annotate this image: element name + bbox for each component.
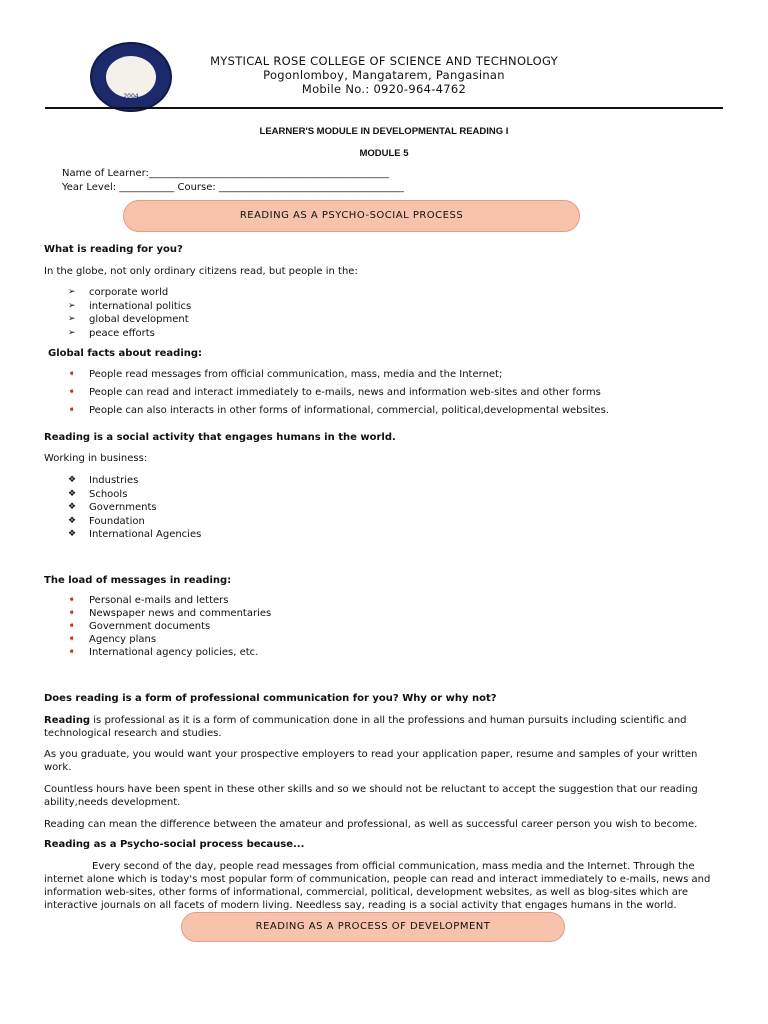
college-name: MYSTICAL ROSE COLLEGE OF SCIENCE AND TECHNOLOGY bbox=[210, 54, 558, 68]
list-item: ➢ global development bbox=[68, 314, 189, 325]
business-list bbox=[44, 474, 344, 542]
arrow-down-bullet-icon: ➧ bbox=[68, 595, 76, 605]
year-course-field: Year Level: ___________ Course: _____________________________________ bbox=[62, 182, 404, 193]
logo-year: 2004 bbox=[123, 93, 139, 100]
college-address: Pogonlomboy, Mangatarem, Pangasinan bbox=[263, 68, 505, 82]
list-item: ➧ Agency plans bbox=[68, 634, 157, 645]
list-item: ➢ international politics bbox=[68, 300, 192, 312]
list-item: ➧ International agency policies, etc. bbox=[68, 647, 259, 658]
list-item: ➢ corporate world bbox=[68, 287, 169, 298]
list-item: ➧ People can read and interact immediately to e-mails, news and information web-sites and other forms bbox=[68, 387, 601, 398]
list-item: ❖ Schools bbox=[68, 488, 128, 500]
arrow-down-bullet-icon: ➧ bbox=[68, 369, 76, 379]
list-item: ❖ International Agencies bbox=[68, 529, 202, 540]
section-banner-development: READING AS A PROCESS OF DEVELOPMENT bbox=[181, 912, 565, 942]
arrow-down-bullet-icon: ➧ bbox=[68, 634, 76, 644]
paragraph-reading-professional: Reading is professional as it is a form of communication done in all the professions and human pursuits including scientific and technological research and studies. bbox=[44, 715, 687, 739]
question-professional-communication: Does reading is a form of professional communication for you? Why or why not? bbox=[44, 693, 497, 704]
list-item: ➧ People can also interacts in other forms of informational, commercial, political,developmental websites. bbox=[68, 405, 609, 416]
working-in-business-label: Working in business: bbox=[44, 453, 148, 464]
list-item: ➧ People read messages from official communication, mass, media and the Internet; bbox=[68, 369, 503, 380]
header-divider bbox=[45, 107, 723, 109]
module-title: LEARNER'S MODULE IN DEVELOPMENTAL READING I bbox=[259, 126, 509, 137]
college-mobile: Mobile No.: 0920-964-4762 bbox=[301, 82, 467, 96]
people-list bbox=[44, 286, 344, 340]
section-banner-psychosocial: READING AS A PSYCHO-SOCIAL PROCESS bbox=[123, 200, 580, 232]
arrow-down-bullet-icon: ➧ bbox=[68, 621, 76, 631]
list-item: ❖ Governments bbox=[68, 502, 157, 513]
list-item: ❖ Industries bbox=[68, 475, 139, 486]
arrow-down-bullet-icon: ➧ bbox=[68, 608, 76, 618]
list-item: ➢ peace efforts bbox=[68, 327, 155, 339]
diamond-bullet-icon: ❖ bbox=[68, 529, 77, 539]
arrow-bullet-icon: ➢ bbox=[68, 314, 76, 324]
global-facts-heading: Global facts about reading: bbox=[48, 348, 203, 359]
load-list bbox=[44, 594, 444, 659]
diamond-bullet-icon: ❖ bbox=[68, 475, 77, 485]
module-number: MODULE 5 bbox=[359, 148, 409, 159]
learner-name-field: Name of Learner:________________________________________________ bbox=[62, 168, 389, 179]
paragraph-every-second: Every second of the day, people read messages from official communication, mass media and the Internet. Through the internet alone which is today's most popular form of communication, people can read and interact immediately to e-mails, news and information web-sites, other forms of informational, commercial, political, development websites, as well as blog-sites which are interactive journals on all facets of modern living. Needless say, reading is a social activity that engages humans in the world. bbox=[44, 861, 711, 911]
reading-bold-term: Reading bbox=[44, 715, 91, 726]
arrow-bullet-icon: ➢ bbox=[68, 300, 76, 311]
list-item: ➧ Personal e-mails and letters bbox=[68, 595, 229, 606]
diamond-bullet-icon: ❖ bbox=[68, 515, 77, 526]
paragraph-difference: Reading can mean the difference between the amateur and professional, as well as successful career person you wish to become. bbox=[44, 819, 698, 830]
list-item: ❖ Foundation bbox=[68, 515, 145, 527]
diamond-bullet-icon: ❖ bbox=[68, 502, 77, 512]
facts-list bbox=[44, 368, 724, 422]
arrow-down-bullet-icon: ➧ bbox=[68, 387, 76, 397]
paragraph-graduate: As you graduate, you would want your prospective employers to read your application paper, resume and samples of your written work. bbox=[44, 749, 698, 773]
social-activity-heading: Reading is a social activity that engages humans in the world. bbox=[44, 432, 396, 443]
arrow-bullet-icon: ➢ bbox=[68, 287, 76, 297]
question-what-is-reading: What is reading for you? bbox=[44, 244, 183, 255]
load-of-messages-heading: The load of messages in reading: bbox=[44, 575, 232, 586]
paragraph-countless-hours: Countless hours have been spent in these other skills and so we should not be reluctant to accept the suggestion that our reading ability,needs development. bbox=[44, 784, 698, 808]
arrow-down-bullet-icon: ➧ bbox=[68, 647, 76, 657]
arrow-bullet-icon: ➢ bbox=[68, 327, 76, 338]
diamond-bullet-icon: ❖ bbox=[68, 488, 77, 499]
intro-text: In the globe, not only ordinary citizens read, but people in the: bbox=[44, 266, 358, 277]
list-item: ➧ Government documents bbox=[68, 621, 211, 632]
psychosocial-because-heading: Reading as a Psycho-social process because... bbox=[44, 839, 305, 850]
arrow-down-bullet-icon: ➧ bbox=[68, 405, 76, 415]
list-item: ➧ Newspaper news and commentaries bbox=[68, 608, 272, 619]
